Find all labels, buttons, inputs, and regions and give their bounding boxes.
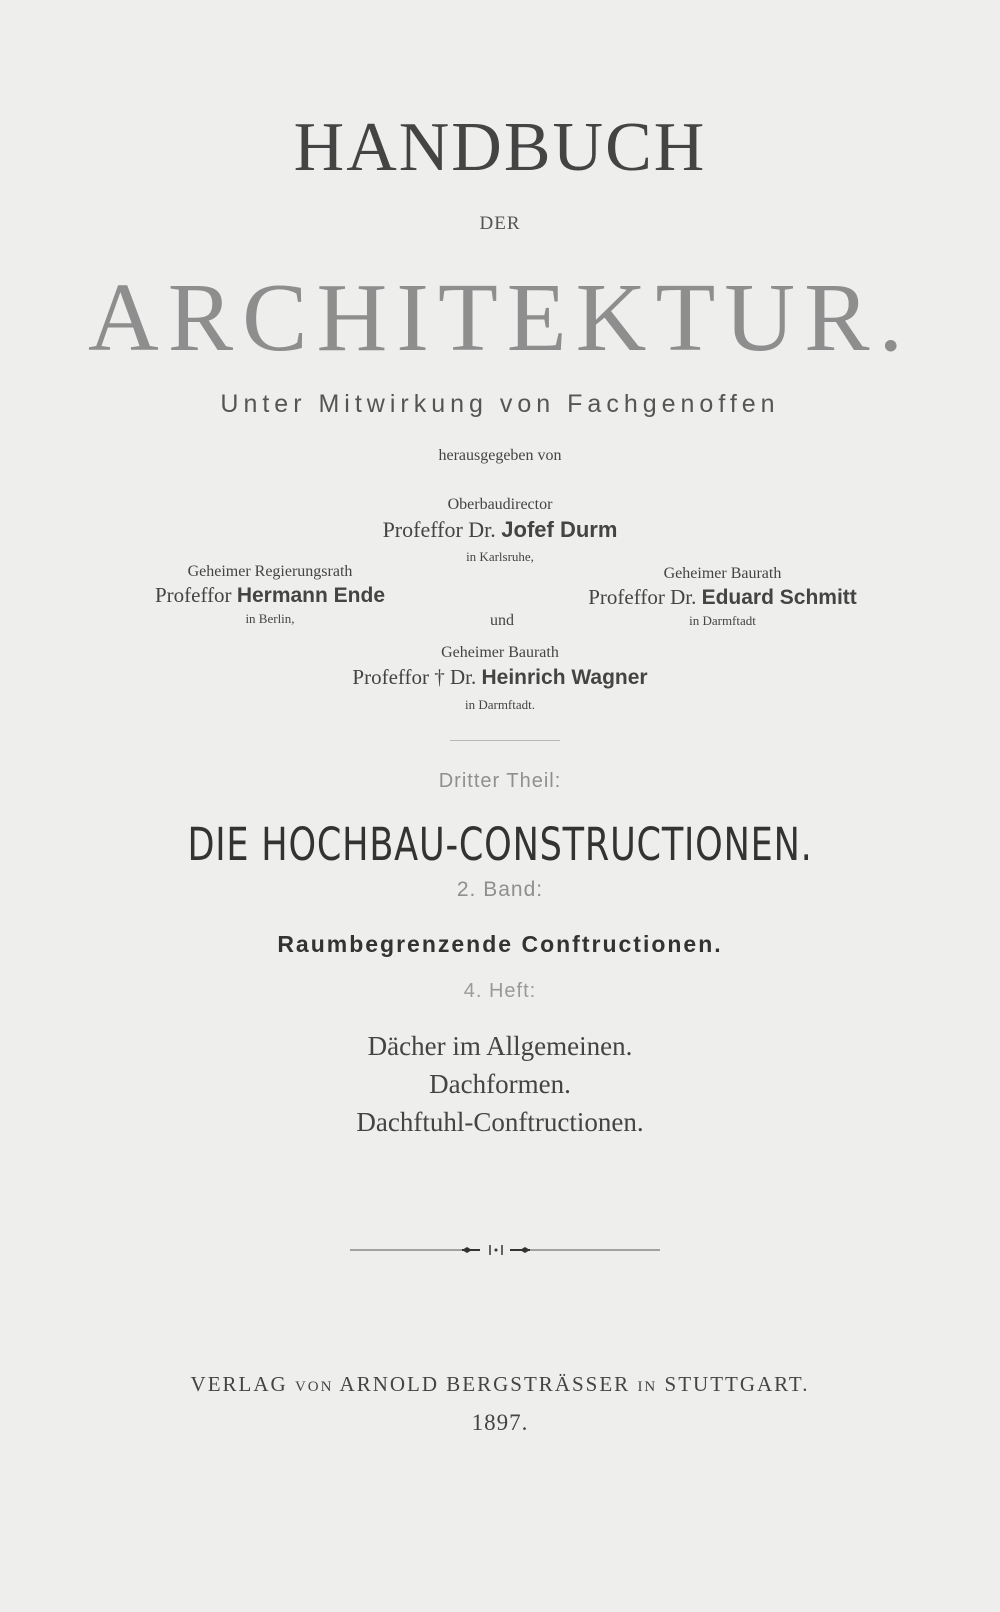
editor-wagner-prefix: Profeffor † Dr. xyxy=(352,665,477,689)
editor-schmitt-place: in Darmftadt xyxy=(689,613,756,628)
issue-label: 4. Heft: xyxy=(463,980,537,1002)
editor-durm-name-line xyxy=(0,517,1000,543)
divider-rule xyxy=(450,740,560,741)
contents-line: Dächer im Allgemeinen. xyxy=(367,1031,633,1061)
editor-wagner-name: Heinrich Wagner xyxy=(481,666,648,689)
publisher-in: IN xyxy=(637,1379,658,1395)
ornament-divider xyxy=(350,1242,660,1258)
title-main: HANDBUCH xyxy=(293,109,707,186)
editor-ende-place: in Berlin, xyxy=(245,611,295,626)
editor-schmitt-name-line xyxy=(565,585,880,610)
contents-line: Dachformen. xyxy=(429,1069,571,1099)
contents-line: Dachftuhl-Conftructionen. xyxy=(356,1107,644,1137)
issue-contents xyxy=(0,1027,1000,1141)
publication-year: 1897. xyxy=(471,1410,529,1435)
volume-title: Raumbegrenzende Conftructionen. xyxy=(277,931,723,957)
editor-ende-role: Geheimer Regierungsrath xyxy=(187,563,353,580)
editor-wagner-name-line xyxy=(0,665,1000,690)
editor-ende xyxy=(125,563,415,627)
editor-durm-prefix: Profeffor Dr. xyxy=(382,517,496,542)
publisher-city: STUTTGART. xyxy=(664,1372,810,1396)
editor-schmitt xyxy=(565,565,880,629)
editor-schmitt-role: Geheimer Baurath xyxy=(663,565,782,582)
editor-ende-name: Hermann Ende xyxy=(236,584,386,607)
subtitle: Unter Mitwirkung von Fachgenoffen xyxy=(220,390,780,418)
editor-line: herausgegeben von xyxy=(438,447,562,464)
editor-durm-role: Oberbaudirector xyxy=(447,496,553,513)
editor-conjunction: und xyxy=(490,612,514,629)
editor-wagner-place: in Darmftadt. xyxy=(464,697,536,712)
editor-durm-name: Jofef Durm xyxy=(501,517,618,542)
volume-label: 2. Band: xyxy=(456,878,544,901)
part-label: Dritter Theil: xyxy=(438,770,562,792)
editor-ende-prefix: Profeffor xyxy=(154,583,232,607)
title-connector: DER xyxy=(479,213,521,234)
publisher-verlag: VERLAG xyxy=(190,1372,288,1396)
part-title: DIE HOCHBAU-CONSTRUCTIONEN. xyxy=(187,818,813,871)
title-subject: ARCHITEKTUR. xyxy=(88,264,912,372)
publisher-name: ARNOLD BERGSTRÄSSER xyxy=(339,1372,631,1396)
editor-durm-place: in Karlsruhe, xyxy=(466,549,534,564)
publisher-von: VON xyxy=(294,1379,334,1395)
editor-wagner-role: Geheimer Baurath xyxy=(441,644,559,661)
editor-ende-name-line xyxy=(125,583,415,608)
editor-schmitt-name: Eduard Schmitt xyxy=(701,586,857,609)
publisher-line xyxy=(0,1372,1000,1397)
editor-schmitt-prefix: Profeffor Dr. xyxy=(588,585,697,609)
